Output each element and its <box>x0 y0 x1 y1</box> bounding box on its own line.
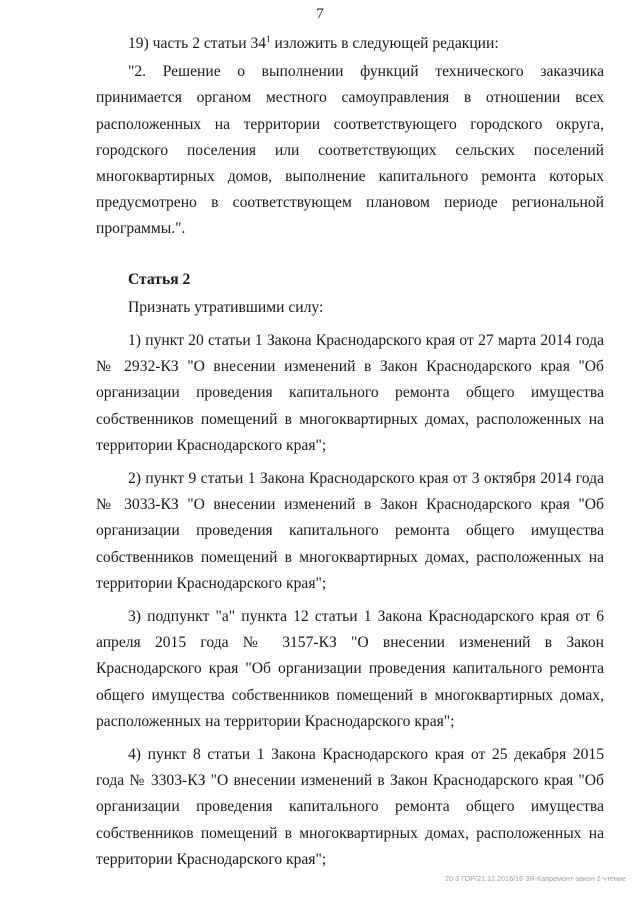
article-intro: Признать утратившими силу: <box>128 298 324 316</box>
list-item: 2) пункт 9 статьи 1 Закона Краснодарского края от 3 октября 2014 года № 3033-КЗ "О внесении изменений в Закон Краснодарского края "Об организации проведения капитального ремонта общего имущества собственников помещений в многоквартирных домах, расположенных на территории Краснодарского края"; <box>96 470 604 592</box>
superscript: 1 <box>266 34 271 44</box>
list-item: 3) подпункт "а" пункта 12 статьи 1 Закона Краснодарского края от 6 апреля 2015 года № 3157-КЗ "О внесении изменений в Закон Краснодарского края "Об организации проведения капитального ремонта общего имущества собственников помещений в многоквартирных домах, расположенных на территории Краснодарского края"; <box>96 608 604 730</box>
list-item: 4) пункт 8 статьи 1 Закона Краснодарского края от 25 декабря 2015 года № 3303-КЗ "О внесении изменений в Закон Краснодарского края "Об организации проведения капитального ремонта общего имущества собственников помещений в многоквартирных домах, расположенных на территории Краснодарского края"; <box>96 746 604 868</box>
list-item: 1) пункт 20 статьи 1 Закона Краснодарского края от 27 марта 2014 года № 2932-КЗ "О внесении изменений в Закон Краснодарского края "Об организации проведения капитального ремонта общего имущества собственников помещений в многоквартирных домах, расположенных на территории Краснодарского края"; <box>96 332 604 454</box>
page-number: 7 <box>316 6 324 22</box>
amendment-item-19 <box>96 31 604 57</box>
item-19-text-end: изложить в следующей редакции: <box>270 35 499 52</box>
quoted-paragraph: "2. Решение о выполнении функций технического заказчика принимается органом местного самоуправления в отношении всех расположенных на территории соответствующего городского округа, городского поселения или соответствующих сельских поселений многоквартирных домов, выполнение капитального ремонта которых предусмотрено в соответствующем плановом периоде региональной программы.". <box>96 63 604 238</box>
item-19-text: 19) часть 2 статьи 34 <box>128 35 267 52</box>
article-heading: Статья 2 <box>128 270 191 288</box>
file-path-footer: 20 3 ГОР/21.12.2016/16 ЗЯ-Капремонт-закон-2-чтение <box>445 876 626 883</box>
document-body <box>96 31 604 873</box>
